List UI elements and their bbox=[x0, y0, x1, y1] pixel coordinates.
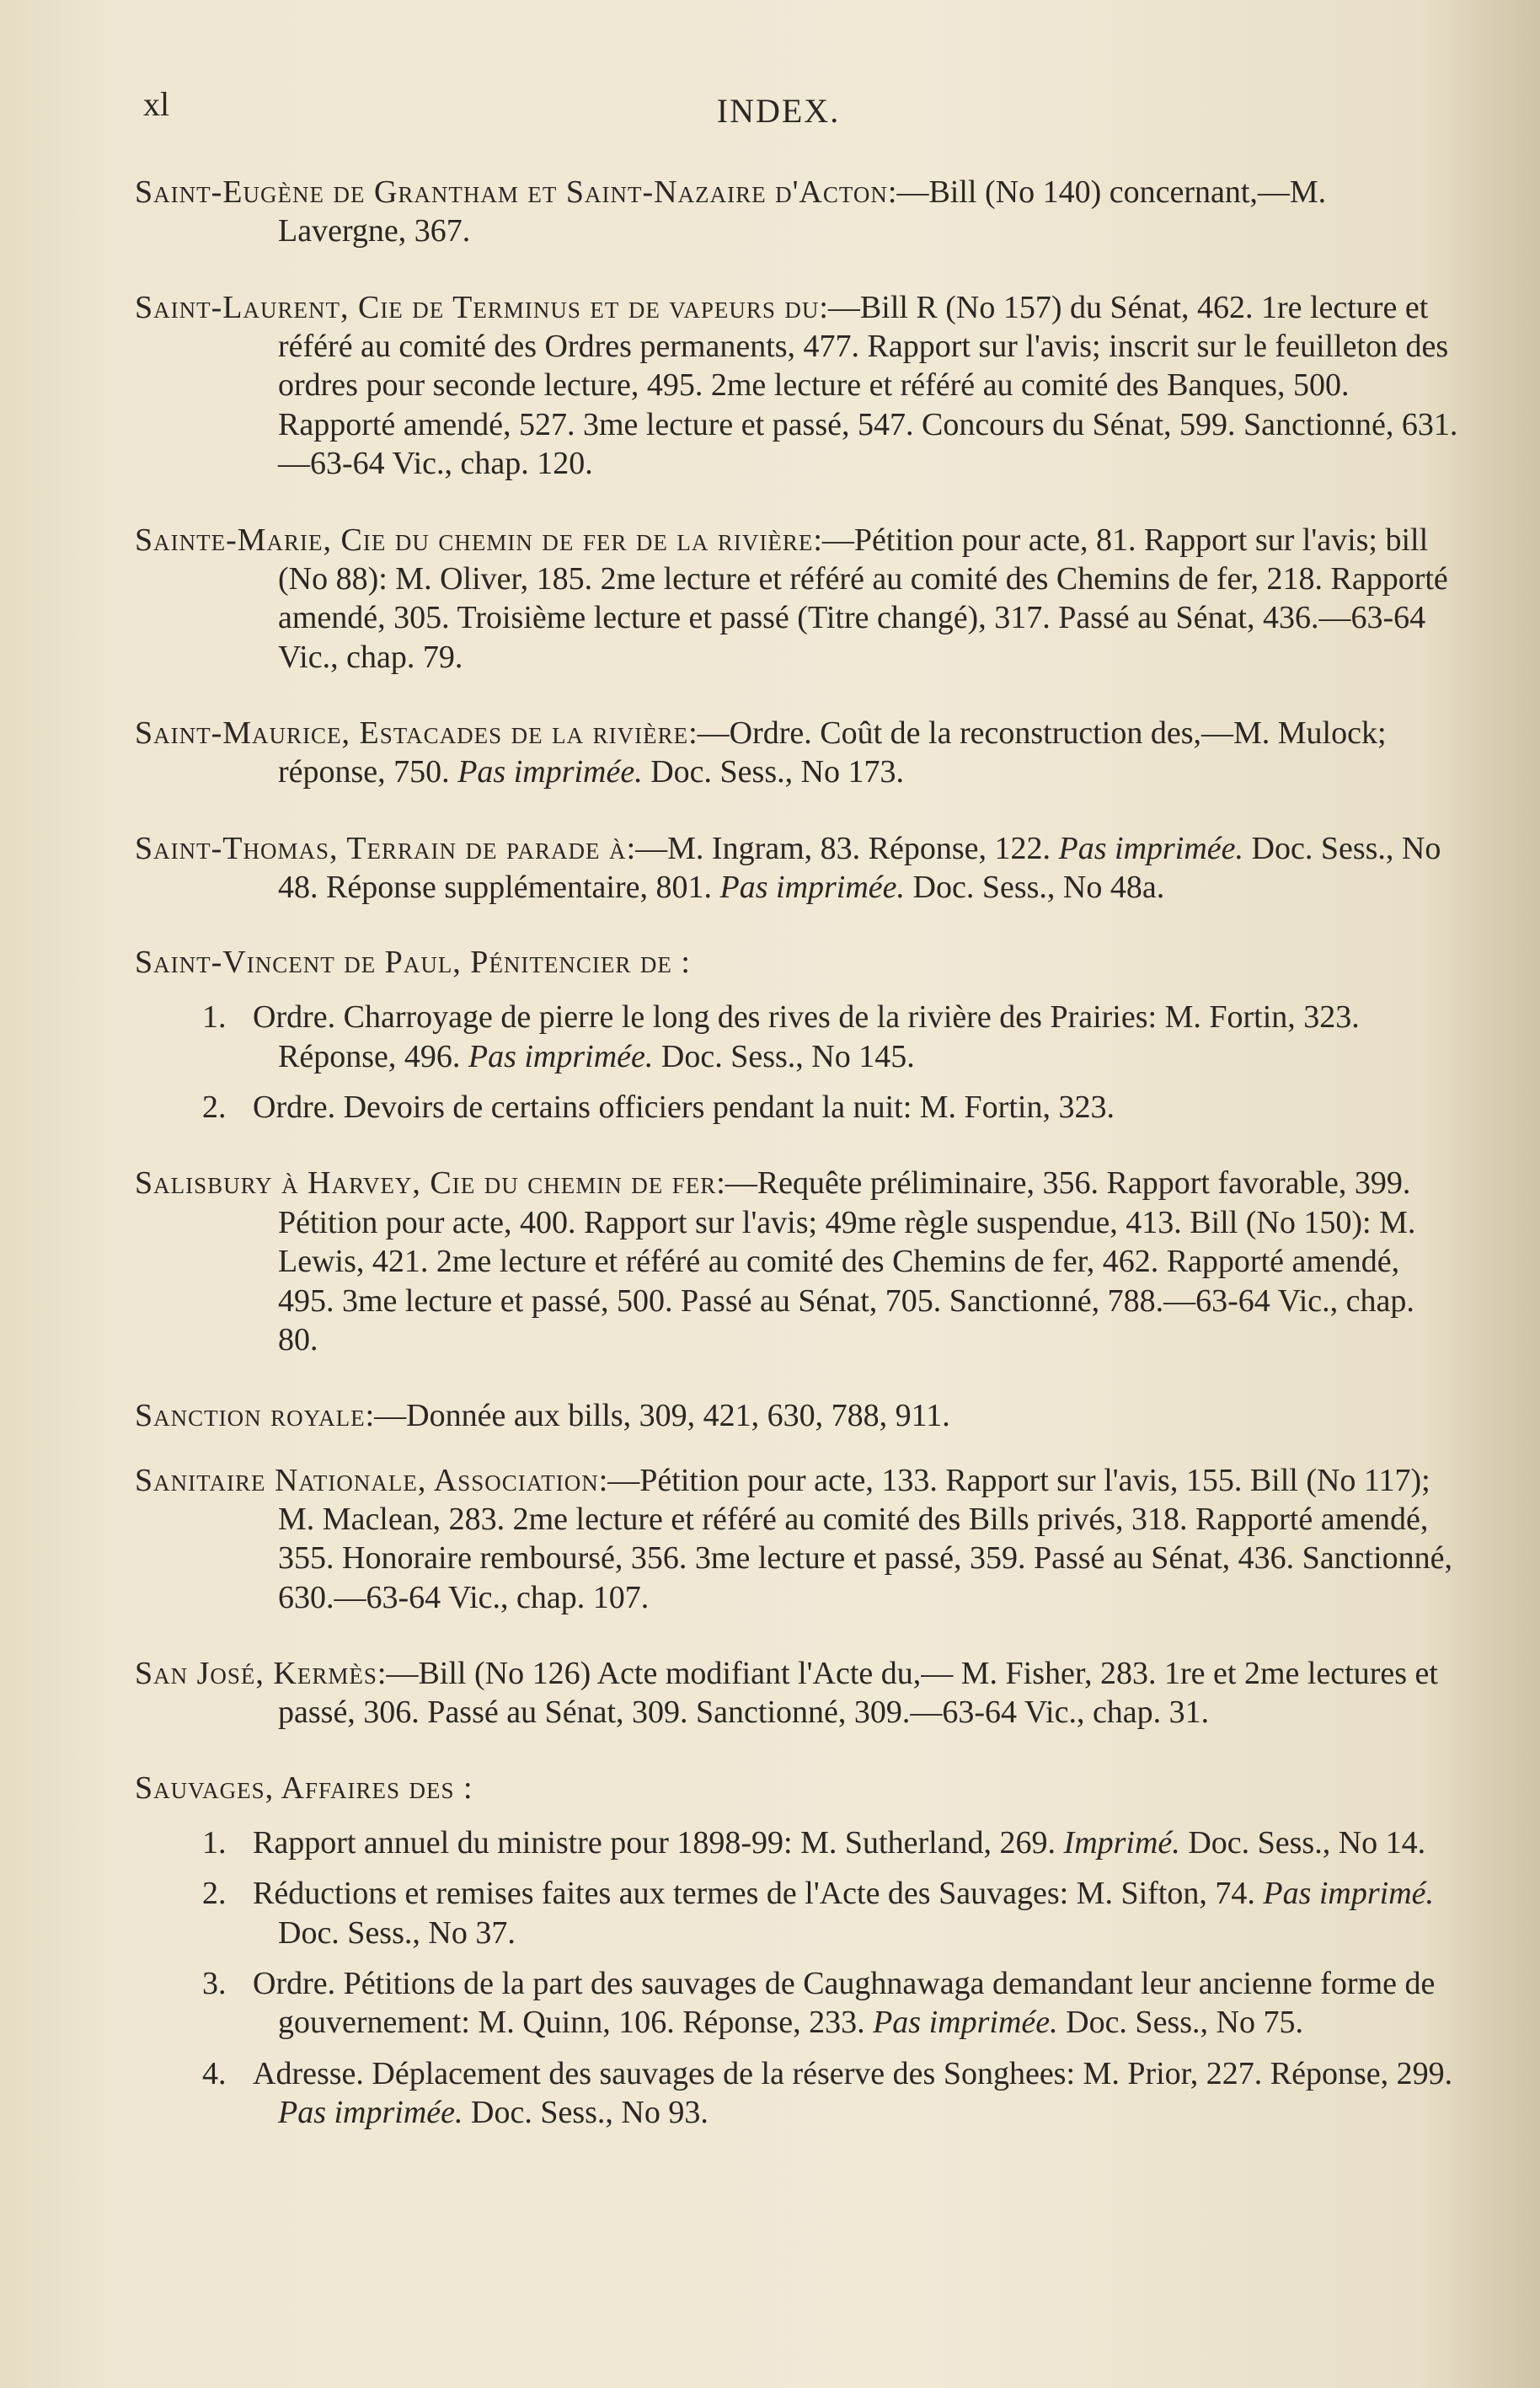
entry-status: Pas imprimée. bbox=[1058, 830, 1244, 866]
entry-heading: Saint-Thomas, Terrain de parade à bbox=[135, 830, 627, 866]
index-content bbox=[135, 173, 1462, 2169]
entry-heading: Saint-Maurice, Estacades de la rivière bbox=[135, 715, 689, 751]
entry-text: :—Bill (No 140) concernant,—M. Lavergne, 367. bbox=[278, 174, 1327, 249]
entry-text: Doc. Sess., No 173. bbox=[650, 754, 905, 790]
index-entry bbox=[135, 173, 1462, 251]
index-entry bbox=[135, 1461, 1462, 1617]
list-item bbox=[135, 1874, 1462, 1952]
entry-text: :—M. Ingram, 83. Réponse, 122. bbox=[626, 830, 1051, 866]
entry-text: :—Ordre. Coût de la reconstruction des,—M. Mulock; réponse, 750. bbox=[278, 715, 1387, 790]
section-items bbox=[135, 1823, 1462, 2133]
list-item bbox=[135, 1088, 1462, 1127]
item-number: 2. bbox=[202, 1876, 227, 1912]
index-entry bbox=[135, 829, 1462, 908]
entry-heading: Sanction royale bbox=[135, 1398, 366, 1434]
list-item bbox=[135, 1823, 1462, 1862]
item-text: Doc. Sess., No 145. bbox=[660, 1038, 915, 1074]
section-heading: Saint-Vincent de Paul, Pénitencier de : bbox=[135, 945, 691, 981]
item-text: Rapport annuel du ministre pour 1898-99: M. Sutherland, 269. bbox=[253, 1824, 1056, 1861]
entry-text: Doc. Sess., No 48. Réponse supplémentaire, 801. bbox=[278, 830, 1441, 906]
entry-heading: Saint-Eugène de Grantham et Saint-Nazaire d'Acton bbox=[135, 174, 888, 210]
entry-status: Pas imprimée. bbox=[719, 870, 906, 906]
index-entry bbox=[135, 288, 1462, 484]
index-entry bbox=[135, 714, 1462, 792]
item-text: Doc. Sess., No 93. bbox=[471, 2094, 709, 2130]
running-title: INDEX. bbox=[716, 92, 841, 130]
entry-text: :—Pétition pour acte, 133. Rapport sur l'avis, 155. Bill (No 117); M. Maclean, 283. 2me lecture et référé au comité des Bills privés, 318. Rapporté amendé, 355. Honoraire remboursé, 356. 3me lecture et passé, 359. Passé au Sénat, 436. Sanctionné, 630.—63-64 Vic., chap. 107. bbox=[278, 1462, 1453, 1615]
item-status: Pas imprimée. bbox=[873, 2005, 1058, 2041]
item-number: 4. bbox=[202, 2055, 227, 2091]
entry-text: :—Bill R (No 157) du Sénat, 462. 1re lecture et référé au comité des Ordres permanents, 477. Rapport sur l'avis; inscrit sur le feuilleton des ordres pour seconde lecture, 495. 2me lecture et référé au comité des Banques, 500. Rapporté amendé, 527. 3me lecture et passé, 547. Concours du Sénat, 599. Sanctionné, 631.—63-64 Vic., chap. 120. bbox=[278, 289, 1458, 482]
page-header bbox=[135, 84, 1422, 135]
section-items bbox=[135, 998, 1462, 1127]
entry-heading: Sanitaire Nationale, Association bbox=[135, 1462, 599, 1498]
item-text: Ordre. Pétitions de la part des sauvages de Caughnawaga demandant leur ancienne forme de gouvernement: M. Quinn, 106. Réponse, 233. bbox=[253, 1965, 1436, 2041]
item-status: Imprimé. bbox=[1063, 1824, 1180, 1861]
item-status: Pas imprimée. bbox=[278, 2094, 463, 2130]
item-text: Réductions et remises faites aux termes de l'Acte des Sauvages: M. Sifton, 74. bbox=[253, 1876, 1255, 1912]
entry-heading: Saint-Laurent, Cie de Terminus et de vapeurs du bbox=[135, 289, 820, 325]
list-item bbox=[135, 1964, 1462, 2043]
item-number: 3. bbox=[202, 1965, 227, 2001]
item-number: 1. bbox=[202, 999, 227, 1036]
list-item bbox=[135, 998, 1462, 1076]
page-number: xl bbox=[143, 85, 170, 123]
entry-text: :—Donnée aux bills, 309, 421, 630, 788, 911. bbox=[365, 1398, 950, 1434]
index-entry bbox=[135, 1396, 1462, 1435]
entry-status: Pas imprimée. bbox=[457, 754, 643, 790]
item-text: Doc. Sess., No 75. bbox=[1066, 2005, 1303, 2041]
entry-text: :—Pétition pour acte, 81. Rapport sur l'avis; bill (No 88): M. Oliver, 185. 2me lecture et référé au comité des Chemins de fer, 218. Rapporté amendé, 305. Troisième lecture et passé (Titre changé), 317. Passé au Sénat, 436.—63-64 Vic., chap. 79. bbox=[278, 522, 1448, 675]
index-entry bbox=[135, 1164, 1462, 1359]
entry-heading: San José, Kermès bbox=[135, 1656, 377, 1692]
item-number: 2. bbox=[202, 1090, 227, 1126]
section-heading: Sauvages, Affaires des : bbox=[135, 1770, 473, 1806]
list-item bbox=[135, 2054, 1462, 2133]
item-status: Pas imprimée. bbox=[468, 1038, 654, 1074]
item-text: Adresse. Déplacement des sauvages de la réserve des Songhees: M. Prior, 227. Réponse, 299. bbox=[253, 2055, 1453, 2091]
entry-heading: Sainte-Marie, Cie du chemin de fer de la rivière bbox=[135, 522, 814, 558]
entry-text: :—Requête préliminaire, 356. Rapport favorable, 399. Pétition pour acte, 400. Rapport sur l'avis; 49me règle suspendue, 413. Bill (No 150): M. Lewis, 421. 2me lecture et référé au comité des Chemins de fer, 462. Rapporté amendé, 495. 3me lecture et passé, 500. Passé au Sénat, 705. Sanctionné, 788.—63-64 Vic., chap. 80. bbox=[278, 1165, 1416, 1357]
entry-text: Doc. Sess., No 48a. bbox=[912, 870, 1165, 906]
item-number: 1. bbox=[202, 1824, 227, 1861]
item-text: Doc. Sess., No 14. bbox=[1188, 1824, 1426, 1861]
index-entry bbox=[135, 521, 1462, 677]
item-status: Pas imprimé. bbox=[1263, 1876, 1435, 1912]
index-entry bbox=[135, 1654, 1462, 1732]
entry-text: :—Bill (No 126) Acte modifiant l'Acte du,— M. Fisher, 283. 1re et 2me lectures et passé, 306. Passé au Sénat, 309. Sanctionné, 309.—63-64 Vic., chap. 31. bbox=[278, 1656, 1438, 1731]
entry-heading: Salisbury à Harvey, Cie du chemin de fer bbox=[135, 1165, 717, 1202]
item-text: Doc. Sess., No 37. bbox=[278, 1914, 516, 1951]
item-text: Ordre. Devoirs de certains officiers pendant la nuit: M. Fortin, 323. bbox=[253, 1090, 1115, 1126]
item-text: Ordre. Charroyage de pierre le long des rives de la rivière des Prairies: M. Fortin, 323. Réponse, 496. bbox=[253, 999, 1360, 1074]
